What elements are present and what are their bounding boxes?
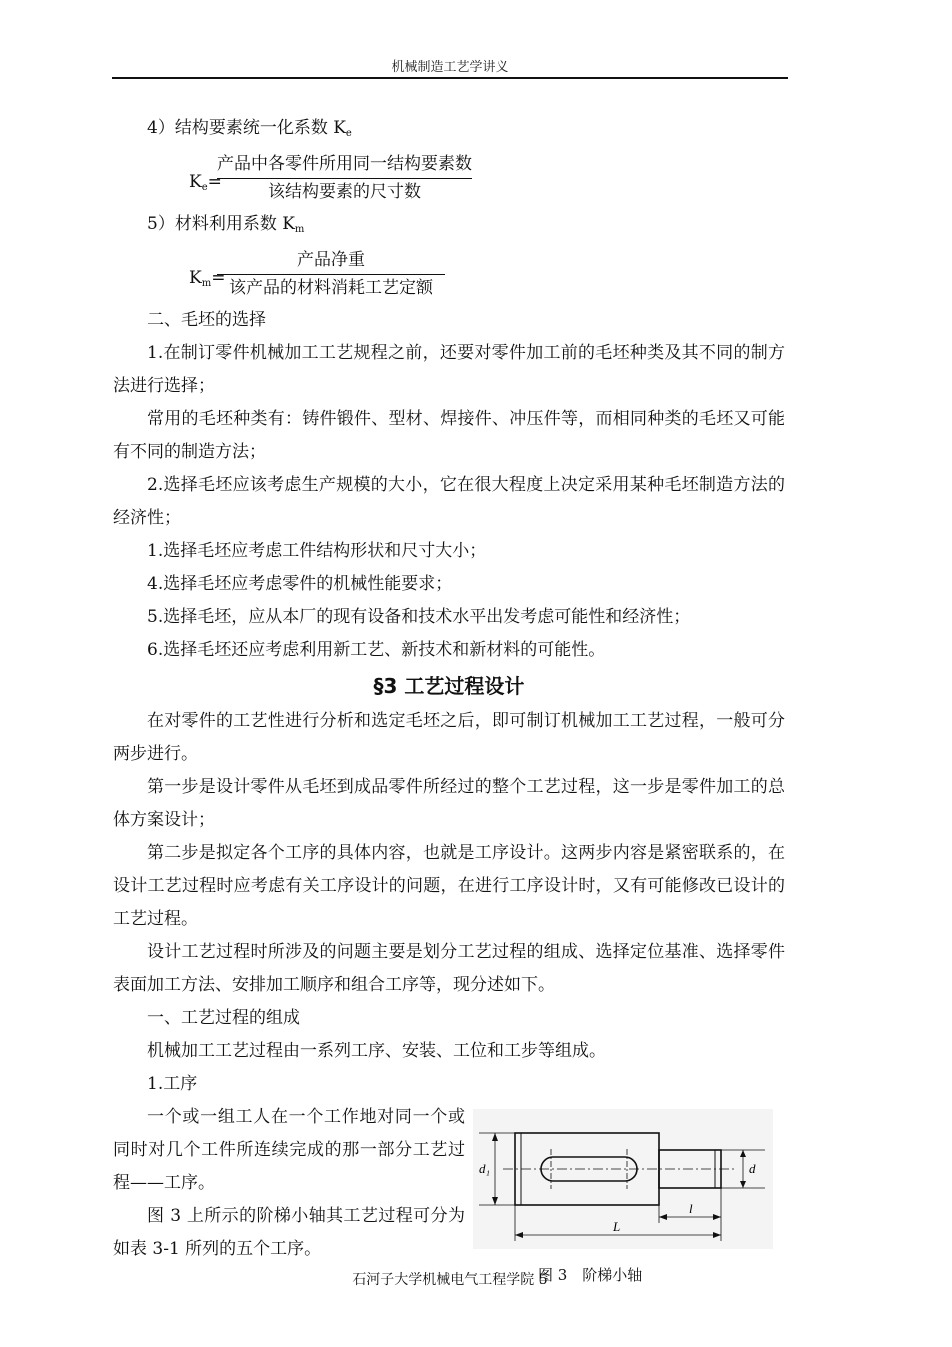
- kc-fraction: [217, 152, 472, 205]
- header-rule: [112, 77, 788, 79]
- paragraph: 在对零件的工艺性进行分析和选定毛坯之后，即可制订机械加工工艺过程，一般可分两步进行。: [113, 711, 785, 764]
- subsection-heading: 1.工序: [147, 1074, 198, 1094]
- km-numerator: 产品净重: [217, 248, 445, 275]
- paragraph: 常用的毛坯种类有：铸件锻件、型材、焊接件、冲压件等，而相同种类的毛坯又可能有不同的制造方法；: [113, 409, 785, 462]
- section-title: §3 工艺过程设计: [373, 674, 525, 698]
- paragraph: 设计工艺过程时所涉及的问题主要是划分工艺过程的组成、选择定位基准、选择零件表面加工方法、安排加工顺序和组合工序等，现分述如下。: [113, 942, 785, 995]
- page-footer: 石河子大学机械电气工程学院 5: [352, 1272, 548, 1288]
- label-l: l: [689, 1201, 693, 1216]
- kc-numerator: 产品中各零件所用同一结构要素数: [217, 152, 472, 179]
- subsection-heading: 一、工艺过程的组成: [147, 1008, 300, 1028]
- km-heading: 5）材料利用系数 $K_m$: [147, 214, 305, 235]
- label-L: L: [613, 1219, 621, 1234]
- km-fraction: [217, 248, 445, 301]
- paragraph: 2.选择毛坯应该考虑生产规模的大小，它在很大程度上决定采用某种毛坯制造方法的经济性；: [113, 475, 785, 528]
- kc-formula-lhs: $K_e=$: [189, 172, 222, 193]
- list-item: 4.选择毛坯应考虑零件的机械性能要求；: [147, 574, 453, 594]
- kc-denominator: 该结构要素的尺寸数: [268, 182, 421, 202]
- km-formula: [189, 248, 785, 302]
- narrow-text-column: [113, 1101, 465, 1266]
- kc-heading: 4）结构要素统一化系数 $K_e$: [147, 118, 352, 139]
- stepped-shaft-drawing: [473, 1109, 773, 1249]
- stepped-shaft-figure: [473, 1109, 773, 1249]
- paragraph: 第一步是设计零件从毛坯到成品零件所经过的整个工艺过程，这一步是零件加工的总体方案设计；: [113, 777, 785, 830]
- label-d1: d₁: [479, 1161, 491, 1176]
- label-d: d: [749, 1161, 756, 1176]
- blank-section-heading: 二、毛坯的选择: [147, 310, 266, 330]
- kc-formula: [189, 152, 785, 206]
- paragraph: 第二步是拟定各个工序的具体内容，也就是工序设计。这两步内容是紧密联系的，在设计工艺过程时应考虑有关工序设计的问题，在进行工序设计时，又有可能修改已设计的工艺过程。: [113, 843, 785, 929]
- paragraph: 1.在制订零件机械加工工艺规程之前，还要对零件加工前的毛坯种类及其不同的制方法进行选择；: [113, 343, 785, 396]
- page-header: 机械制造工艺学讲义: [391, 60, 509, 75]
- paragraph: 一个或一组工人在一个工作地对同一个或同时对几个工件所连续完成的那一部分工艺过程——工序。: [113, 1107, 465, 1193]
- list-item: 1.选择毛坯应考虑工件结构形状和尺寸大小；: [147, 541, 487, 561]
- figure-caption: 图 3 阶梯小轴: [538, 1266, 643, 1284]
- list-item: 6.选择毛坯还应考虑利用新工艺、新技术和新材料的可能性。: [147, 640, 606, 660]
- paragraph: 机械加工工艺过程由一系列工序、安装、工位和工步等组成。: [147, 1041, 606, 1061]
- km-denominator: 该产品的材料消耗工艺定额: [229, 278, 433, 298]
- km-formula-lhs: $K_m=$: [189, 268, 226, 289]
- list-item: 5.选择毛坯，应从本厂的现有设备和技术水平出发考虑可能性和经济性；: [147, 607, 691, 627]
- figure-background: [473, 1109, 773, 1249]
- paragraph: 图 3 上所示的阶梯小轴其工艺过程可分为如表 3-1 所列的五个工序。: [113, 1206, 465, 1259]
